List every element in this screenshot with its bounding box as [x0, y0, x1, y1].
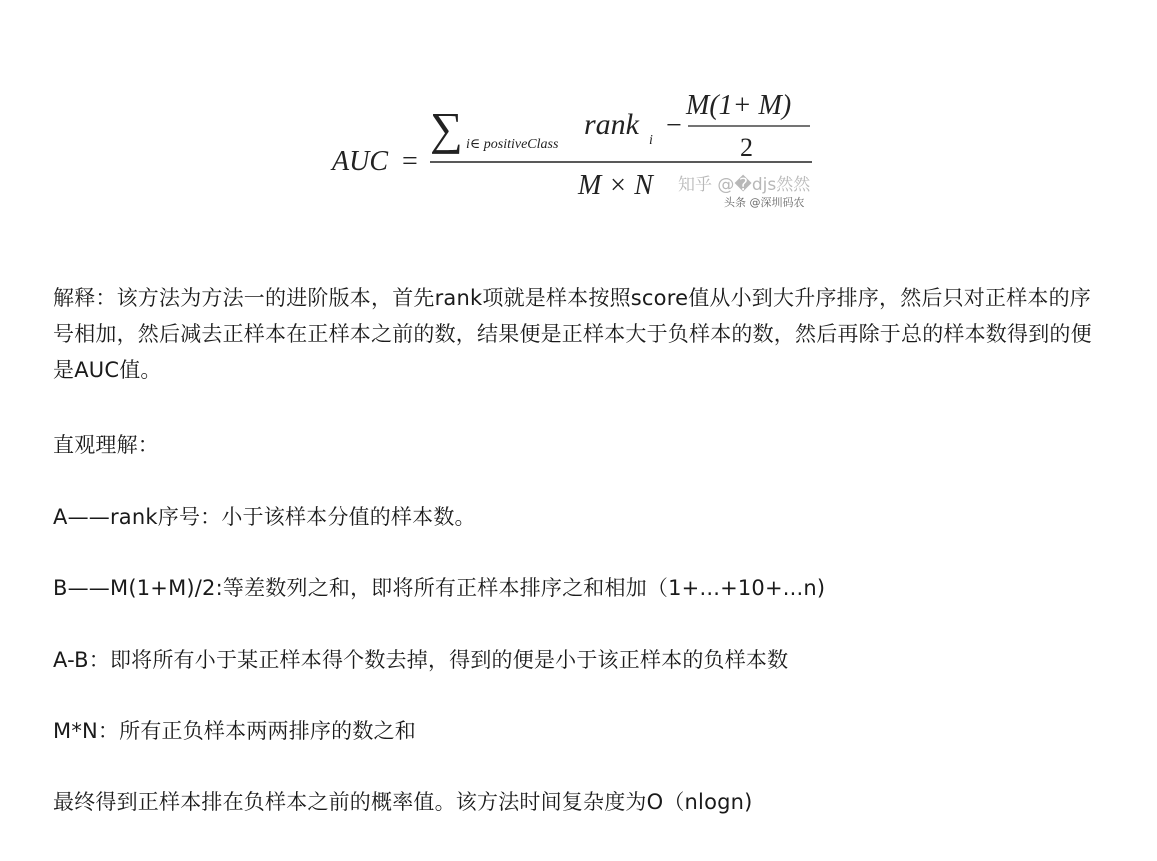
- formula-lhs: AUC: [332, 146, 388, 177]
- item-b-text: B——M(1+M)/2:等差数列之和，即将所有正样本排序之和相加（1+...+10+...n): [53, 576, 826, 600]
- inner-denominator: 2: [740, 133, 753, 162]
- item-a-minus-b-text: A-B：即将所有小于某正样本得个数去掉，得到的便是小于该正样本的负样本数: [53, 648, 789, 672]
- rank-term: rank: [584, 108, 639, 141]
- conclusion-text: 最终得到正样本排在负样本之前的概率值。该方法时间复杂度为O（nlogn): [53, 790, 753, 814]
- minus-sign: −: [666, 110, 682, 141]
- formula-denominator: M × N: [578, 170, 653, 201]
- intuitive-heading: 直观理解：: [53, 433, 159, 457]
- item-a-text: A——rank序号：小于该样本分值的样本数。: [53, 505, 476, 529]
- explanation-paragraph: 解释：该方法为方法一的进阶版本，首先rank项就是样本按照score值从小到大升序排序，然后只对正样本的序号相加，然后减去正样本在正样本之前的数，结果便是正样本大于负样本的数，然后再除于总的样本数得到的便是AUC值。: [53, 286, 1092, 382]
- inner-numerator: M(1+ M): [686, 90, 792, 121]
- formula-equals: =: [402, 146, 418, 177]
- sum-symbol: ∑: [430, 103, 463, 154]
- item-m-times-n-text: M*N：所有正负样本两两排序的数之和: [53, 719, 416, 743]
- auc-formula-image: [326, 84, 818, 212]
- rank-subscript: i: [649, 133, 653, 148]
- toutiao-watermark: 头条 @深圳码农: [724, 196, 805, 209]
- zhihu-watermark: 知乎 @�djs然然: [678, 175, 811, 195]
- sum-subscript: i∈ positiveClass: [466, 137, 559, 152]
